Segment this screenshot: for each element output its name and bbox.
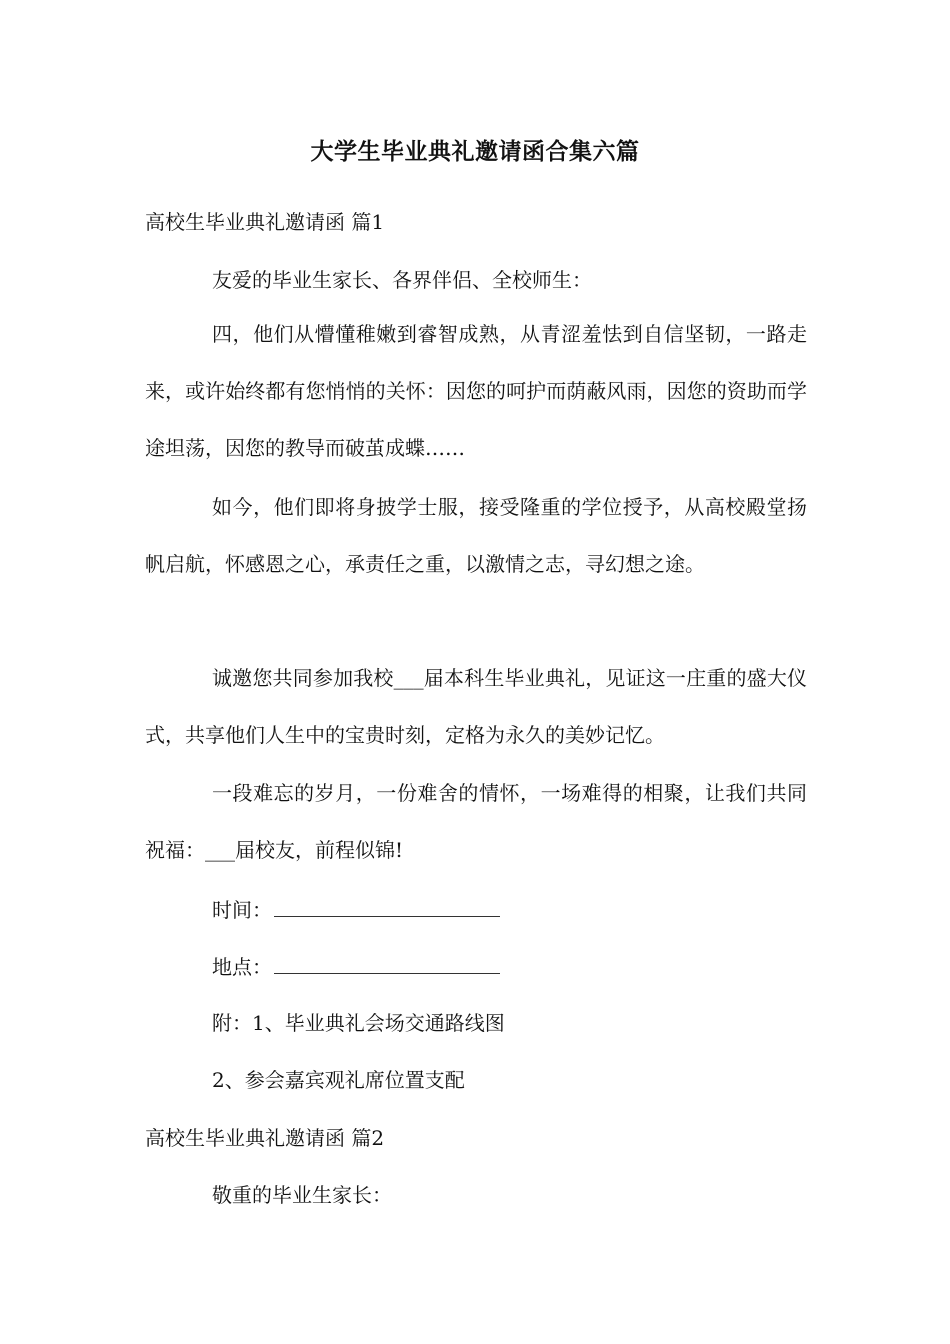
place-field <box>212 952 500 982</box>
time-blank <box>274 896 500 917</box>
place-label: 地点： <box>212 955 272 979</box>
section-1-heading: 高校生毕业典礼邀请函 篇1 <box>145 210 385 234</box>
section-1-paragraph-1: 四，他们从懵懂稚嫩到睿智成熟，从青涩羞怯到自信坚韧，一路走来，或许始终都有您悄悄的关怀：因您的呵护而荫蔽风雨，因您的资助而学途坦荡，因您的教导而破茧成蝶…… <box>145 322 807 460</box>
attachment-item-2: 2、参会嘉宾观礼席位置支配 <box>212 1068 465 1092</box>
section-2-heading: 高校生毕业典礼邀请函 篇2 <box>145 1126 385 1150</box>
section-1-salutation: 友爱的毕业生家长、各界伴侣、全校师生： <box>212 268 592 292</box>
document-title: 大学生毕业典礼邀请函合集六篇 <box>310 138 640 165</box>
section-1-paragraph-2: 如今，他们即将身披学士服，接受隆重的学位授予，从高校殿堂扬帆启航，怀感恩之心，承责任之重，以激情之志，寻幻想之途。 <box>145 495 807 576</box>
section-1-paragraph-3: 诚邀您共同参加我校___届本科生毕业典礼，见证这一庄重的盛大仪式，共享他们人生中的宝贵时刻，定格为永久的美妙记忆。 <box>145 666 807 747</box>
section-2-salutation: 敬重的毕业生家长： <box>212 1183 392 1207</box>
time-field <box>212 895 500 925</box>
time-label: 时间： <box>212 898 272 922</box>
attachment-item-1: 附：1、毕业典礼会场交通路线图 <box>212 1011 505 1035</box>
place-blank <box>274 953 500 974</box>
section-1-paragraph-4: 一段难忘的岁月，一份难舍的情怀，一场难得的相聚，让我们共同祝福：___届校友，前程似锦! <box>145 781 807 862</box>
